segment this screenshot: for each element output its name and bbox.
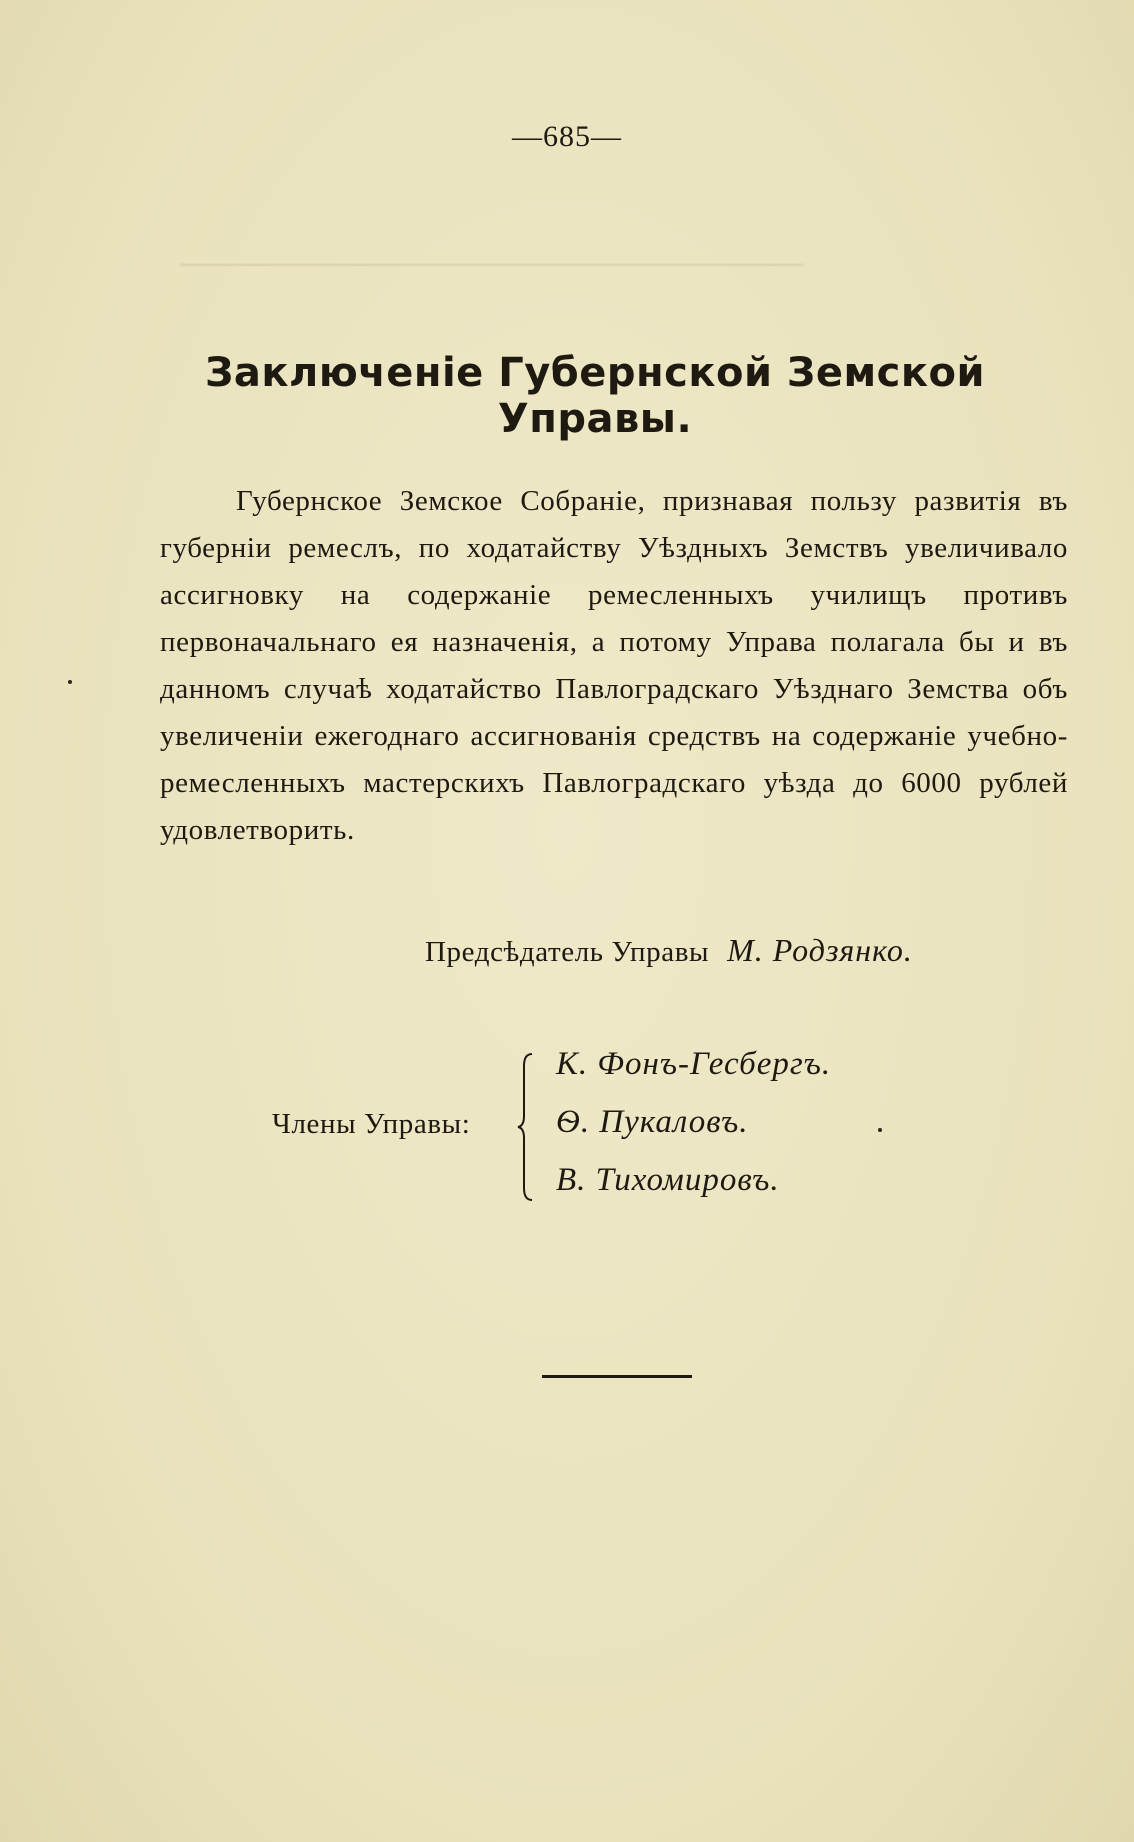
page-number xyxy=(0,120,1134,154)
section-title: Заключеніе Губернской Земской Управы. xyxy=(204,350,986,442)
members-brace xyxy=(516,1052,534,1202)
chairman-label: Предсѣдатель Управы xyxy=(425,936,710,968)
ink-speck xyxy=(878,1128,882,1132)
members-label: Члены Управы: xyxy=(272,1108,471,1140)
page-number-value: 685 xyxy=(543,120,591,153)
member-name: Ѳ. Пукаловъ. xyxy=(556,1104,749,1140)
member-name: К. Фонъ-Гесбергъ. xyxy=(556,1046,832,1082)
member-name: В. Тихомировъ. xyxy=(556,1162,780,1198)
body-paragraph: Губернское Земское Собраніе, признавая пользу развитія въ губерніи ремеслъ, по ходатайству Уѣздныхъ Земствъ увеличивало ассигновку на содержаніе ремесленныхъ училищъ противъ первоначальнаго ея назначенія, а потому Управа полагала бы и въ данномъ случаѣ ходатайство Павлоградскаго Уѣзднаго Земства объ увеличеніи ежегоднаго ассигнованія средствъ на содержаніе учебно-ремесленныхъ мастерскихъ Павлоградскаго уѣзда до 6000 рублей удовлетворить. xyxy=(160,485,1068,846)
chairman-signature: М. Родзянко. xyxy=(727,932,913,968)
bleed-through-texture: ────────────────────── xyxy=(180,241,804,286)
chairman-signature-line xyxy=(425,932,913,969)
ink-speck xyxy=(68,680,72,684)
page-number-dash-right: — xyxy=(591,120,622,153)
page-number-dash-left: — xyxy=(512,120,543,153)
closing-rule xyxy=(542,1375,692,1378)
